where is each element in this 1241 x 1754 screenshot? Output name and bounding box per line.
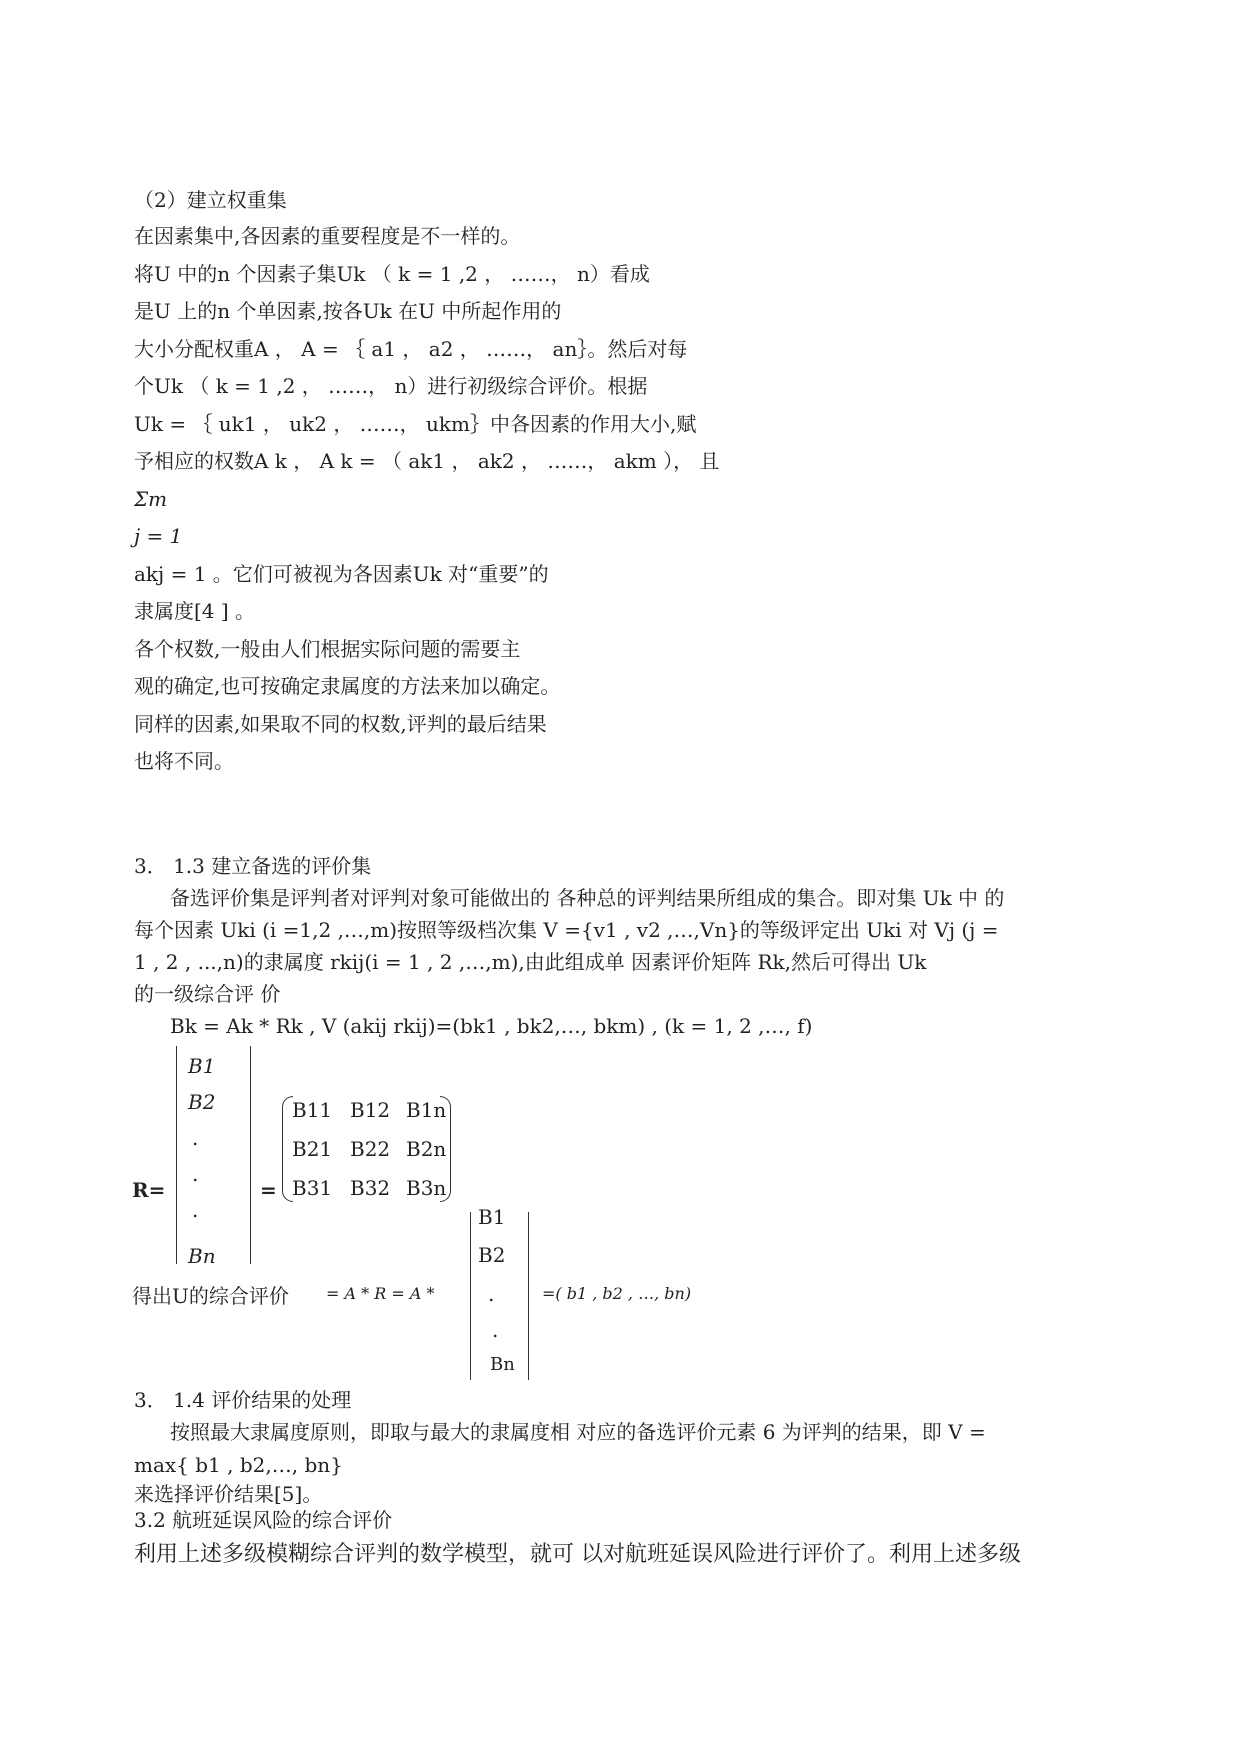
formula-bk: Bk = Ak * Rk , V (akij rkij)=(bk1 , bk2,…, bkm) , (k = 1, 2 ,…, f) [170,1014,813,1038]
text-line: 也将不同。 [134,749,234,773]
matrix-left-bar [176,1046,177,1264]
text-line: akj = 1 。它们可被视为各因素Uk 对“重要”的 [134,562,549,586]
paragraph-line: 备选评价集是评判者对评判对象可能做出的 各种总的评判结果所组成的集合。即对集 Uk 中 的 [170,886,1005,910]
matrix-col-entry: B2 [188,1090,216,1114]
paragraph-line: 按照最大隶属度原则，即取与最大的隶属度相 对应的备选评价元素 6 为评判的结果，即 V = [170,1420,986,1444]
text-line: 观的确定,也可按确定隶属度的方法来加以确定。 [134,674,561,698]
text-line: 大小分配权重A ， A = ｛ a1 ， a2 ， ……， an｝。然后对每 [134,337,688,361]
matrix-cell: B21 [292,1137,333,1161]
vector-entry: B2 [478,1243,506,1267]
result-vector: =( b1 , b2 , …, bn) [542,1284,692,1303]
vector-entry: Bn [490,1354,515,1375]
r-label: R= [132,1178,166,1202]
text-line: 是U 上的n 个单因素,按各Uk 在U 中所起作用的 [134,299,562,323]
text-line: 在因素集中,各因素的重要程度是不一样的。 [134,224,521,248]
section-heading-3-1-4: 3． 1.4 评价结果的处理 [134,1388,352,1412]
result-lead-text: 得出U的综合评价 [132,1284,289,1308]
matrix-cell: B31 [292,1176,333,1200]
text-line: 将U 中的n 个因素子集Uk （ k = 1 ,2 ， ……， n）看成 [134,262,650,286]
paragraph-line: 利用上述多级模糊综合评判的数学模型，就可 以对航班延误风险进行评价了。利用上述多级 [134,1542,1021,1567]
matrix-cell: B2n [406,1137,447,1161]
vector-entry: . [488,1282,495,1306]
formula-max: max{ b1 , b2,…, bn} [134,1453,343,1477]
text-line: 个Uk （ k = 1 ,2 ， ……， n）进行初级综合评价。根据 [134,374,648,398]
result-equation: = A * R = A * [326,1284,435,1303]
summation-index: j = 1 [134,524,183,548]
text-line: Uk = ｛ uk1 ， uk2 ， ……， ukm｝中各因素的作用大小,赋 [134,412,697,436]
matrix-col-entry: B1 [188,1054,216,1078]
section-heading-3-1-3: 3． 1.3 建立备选的评价集 [134,854,372,878]
vector-left-bar [470,1212,471,1380]
vector-entry: . [492,1318,499,1342]
text-line: 予相应的权数A k ， A k = （ ak1 ， ak2 ， ……， akm ）， 且 [134,449,720,473]
paragraph-line: 来选择评价结果[5]。 [134,1482,323,1506]
equals-sign: = [260,1178,277,1202]
matrix-cell: B3n [406,1176,447,1200]
matrix-col-entry: . [192,1162,199,1186]
matrix-right-bar [250,1046,251,1264]
matrix-col-entry: . [192,1126,199,1150]
vector-entry: B1 [478,1205,506,1229]
matrix-cell: B12 [350,1098,391,1122]
matrix-cell: B11 [292,1098,333,1122]
text-line: 隶属度[4 ] 。 [134,599,256,623]
matrix-cell: B22 [350,1137,391,1161]
vector-right-bar [528,1212,529,1380]
paragraph-line: 的一级综合评 价 [134,982,281,1006]
matrix-col-entry: . [192,1198,199,1222]
matrix-col-entry: Bn [188,1244,216,1268]
matrix-cell: B32 [350,1176,391,1200]
summation-symbol: Σm [134,487,168,511]
text-line: 同样的因素,如果取不同的权数,评判的最后结果 [134,712,547,736]
matrix-cell: B1n [406,1098,447,1122]
paragraph-line: 1 , 2 , ...,n)的隶属度 rkij(i = 1 , 2 ,…,m),由此组成单 因素评价矩阵 Rk,然后可得出 Uk [134,950,927,974]
text-line: 各个权数,一般由人们根据实际问题的需要主 [134,637,521,661]
section-heading-3-2: 3.2 航班延误风险的综合评价 [134,1508,393,1532]
section-heading-weight-set: （2）建立权重集 [134,188,287,212]
paragraph-line: 每个因素 Uki (i =1,2 ,…,m)按照等级档次集 V ={v1 , v2 ,…,Vn}的等级评定出 Uki 对 Vj (j = [134,918,999,942]
